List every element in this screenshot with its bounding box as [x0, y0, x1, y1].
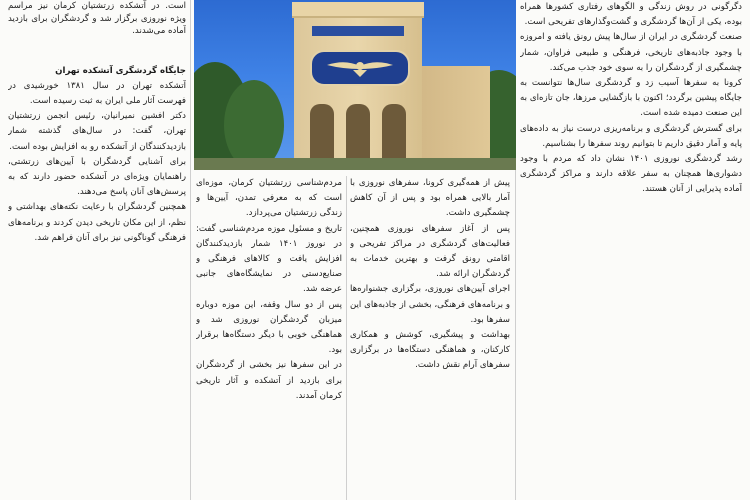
- paragraph: است. در آتشکده زرتشتیان کرمان نیز مراسم ویژه نوروزی برگزار شد و گردشگران برای بازدید آماده می‌شدند.: [8, 1, 186, 36]
- paragraph: بهداشت و پیشگیری، کوشش و همکاری کارکنان، و هماهنگی دستگاه‌ها در برگزاری سفرهای آرام نقش داشت.: [350, 330, 510, 371]
- building-wing: [420, 66, 490, 170]
- fire-temple-photo: [194, 0, 516, 170]
- paragraph: برای آشنایی گردشگران با آیین‌های زرتشتی، راهنمایان ویژه‌ای در آتشکده حضور دارند که به پرسش‌های آنان پاسخ می‌دهند.: [8, 156, 186, 198]
- article-column-middle-right: [350, 176, 510, 500]
- column-divider: [346, 176, 347, 500]
- paragraph: برای گسترش گردشگری و برنامه‌ریزی درست نیاز به داده‌های پایه و آمار دقیق داریم تا بتوانیم روند سفرها را بشناسیم.: [520, 123, 742, 149]
- column-divider: [190, 0, 191, 500]
- section-heading: جایگاه گردشگری آتشکده تهران: [55, 65, 186, 76]
- paragraph: صنعت گردشگری در ایران از سال‌ها پیش رونق یافته و امروزه با وجود جاذبه‌های تاریخی، فرهنگی و طبیعی فراوان، شمار چشمگیری از گردشگران را به سوی خود جذب می‌کند.: [520, 32, 742, 73]
- paragraph: مردم‌شناسی زرتشتیان کرمان، موزه‌ای است که به معرفی تمدن، آیین‌ها و زندگی زرتشتیان می‌پردازد.: [196, 178, 342, 219]
- ground: [194, 158, 516, 170]
- paragraph: آتشکده تهران در سال ۱۳۸۱ خورشیدی در فهرست آثار ملی ایران به ثبت رسیده است.: [8, 80, 186, 106]
- building-cornice: [292, 2, 424, 18]
- paragraph: پیش از همه‌گیری کرونا، سفرهای نوروزی با آمار بالایی همراه بود و پس از آن کاهش چشمگیری داشت.: [350, 178, 510, 219]
- article-column-right: [520, 0, 742, 500]
- paragraph: پس از آغاز سفرهای نوروزی همچنین، فعالیت‌های گردشگری در مراکز تفریحی و اقامتی رونق گرفت و بهترین خدمات به گردشگران ارائه شد.: [350, 223, 510, 280]
- paragraph: همچنین گردشگران با رعایت نکته‌های بهداشتی و نظم، از این مکان تاریخی دیدن کردند و برنامه‌های فرهنگی گوناگونی نیز برای آنان فراهم شد.: [8, 202, 186, 243]
- article-column-middle-left: [196, 176, 342, 500]
- paragraph: کرونا به سفرها آسیب زد و گردشگری سال‌ها نتوانست به جایگاه پیشین برگردد؛ اکنون با بازگشایی مرزها، جان تازه‌ای به این صنعت دمیده شده است.: [520, 78, 742, 119]
- paragraph: در این سفرها نیز بخشی از گردشگران برای بازدید از آتشکده و آثار تاریخی کرمان آمدند.: [196, 360, 342, 401]
- tree: [224, 80, 284, 170]
- inscription-strip: [312, 26, 404, 36]
- paragraph: اجرای آیین‌های نوروزی، برگزاری جشنواره‌ها و برنامه‌های فرهنگی، بخشی از جاذبه‌های این سفرها بود.: [350, 284, 510, 325]
- faravahar-emblem-icon: [310, 50, 410, 86]
- article-column-left: [8, 0, 186, 500]
- paragraph: رشد گردشگری نوروزی ۱۴۰۱ نشان داد که مردم با وجود دشواری‌ها همچنان به سفر علاقه دارند و مراکز گردشگری آماده پذیرایی از آنان هستند.: [520, 154, 742, 195]
- paragraph: دکتر افشین نمیرانیان، رئیس انجمن زرتشتیان تهران، گفت: در سال‌های گذشته شمار بازدیدکنندگان از آتشکده رو به افزایش بوده است.: [8, 111, 186, 152]
- paragraph: پس از دو سال وقفه، این موزه دوباره میزبان گردشگران نوروزی شد و هماهنگی خوبی با دیگر دستگاه‌ها برقرار بود.: [196, 299, 342, 356]
- paragraph: دگرگونی در روش زندگی و الگوهای رفتاری کشورها همراه بوده، یکی از آن‌ها گردشگری و گشت‌وگذارهای تفریحی است.: [520, 2, 742, 28]
- paragraph: تاریخ و مسئول موزه مردم‌شناسی گفت: در نوروز ۱۴۰۱ شمار بازدیدکنندگان افزایش یافت و کالاهای فرهنگی و صنایع‌دستی در نمایشگاه‌های جانبی عرضه شد.: [196, 223, 342, 295]
